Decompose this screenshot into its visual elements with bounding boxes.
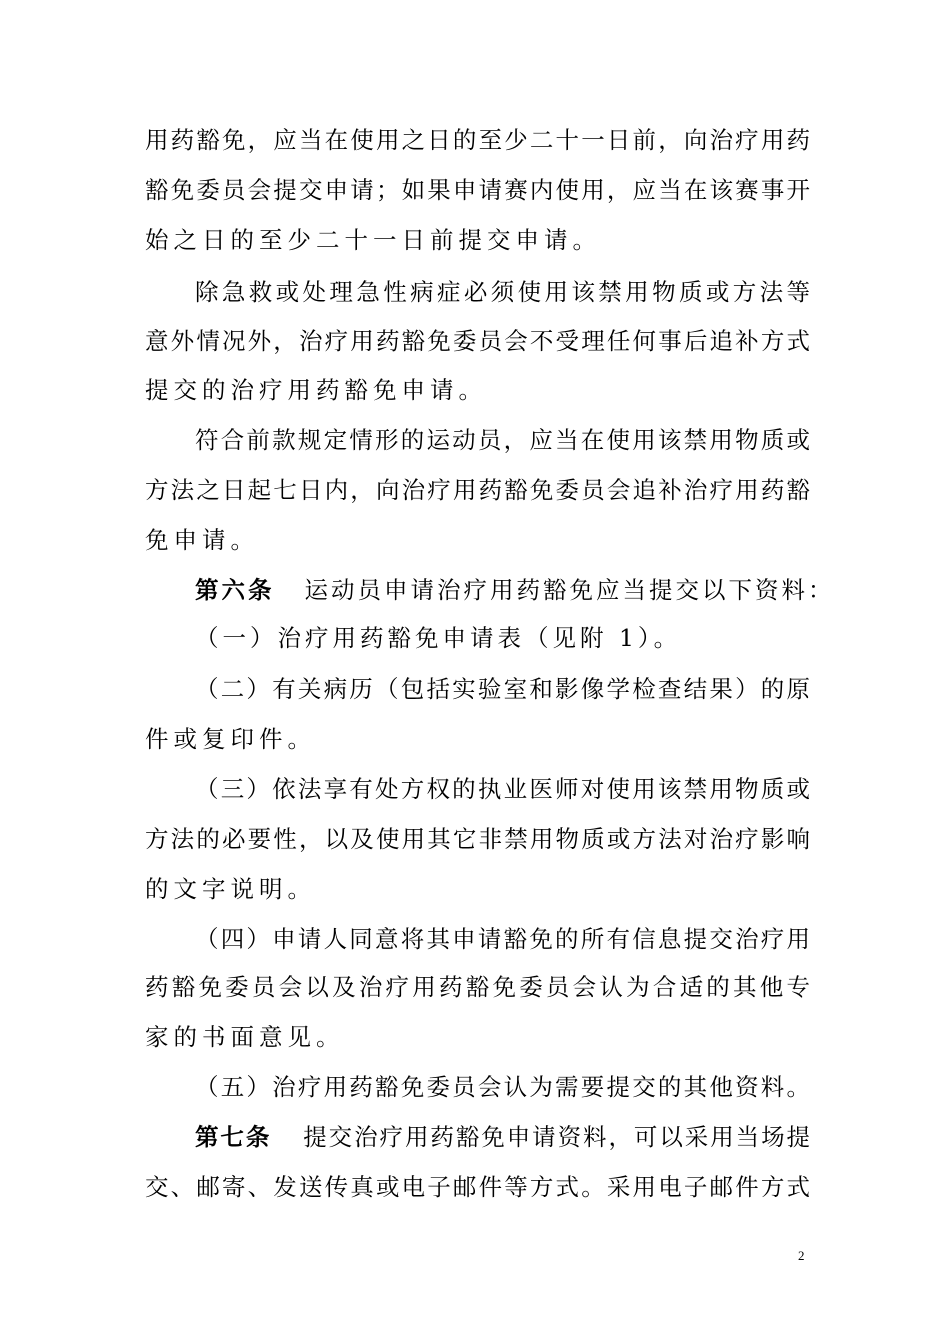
article-6-label: 第六条 [195,576,275,604]
body-text-line: 件或复印件。 [145,725,316,753]
body-text-line: 方法之日起七日内，向治疗用药豁免委员会追补治疗用药豁 [145,476,810,504]
body-text-line: 意外情况外，治疗用药豁免委员会不受理任何事后追补方式 [145,327,810,355]
article-6-text: 运动员申请治疗用药豁免应当提交以下资料： [304,576,835,604]
article-7-line [195,1122,810,1152]
body-text-line: 交、邮寄、发送传真或电子邮件等方式。采用电子邮件方式 [145,1173,810,1201]
list-item-4: （四）申请人同意将其申请豁免的所有信息提交治疗用 [195,925,810,953]
body-text-line: 用药豁免，应当在使用之日的至少二十一日前，向治疗用药 [145,126,810,154]
page-number: 2 [798,1248,805,1263]
body-text-line: 提交的治疗用药豁免申请。 [145,376,487,404]
body-text-line: 免申请。 [145,526,259,554]
body-text-line: 符合前款规定情形的运动员，应当在使用该禁用物质或 [195,426,810,454]
body-text-line: 方法的必要性，以及使用其它非禁用物质或方法对治疗影响 [145,825,810,853]
body-text-line: 家的书面意见。 [145,1023,345,1051]
body-text-line: 的文字说明。 [145,875,316,903]
article-7-text: 提交治疗用药豁免申请资料，可以采用当场提 [301,1123,811,1151]
list-item-5: （五）治疗用药豁免委员会认为需要提交的其他资料。 [195,1073,810,1101]
article-7-label: 第七条 [195,1123,272,1151]
list-item-2: （二）有关病历（包括实验室和影像学检查结果）的原 [195,675,810,703]
body-text-line: 药豁免委员会以及治疗用药豁免委员会认为合适的其他专 [145,973,810,1001]
article-6-line [195,575,835,605]
body-text-line: 始之日的至少二十一日前提交申请。 [145,226,601,254]
body-text-line: 豁免委员会提交申请；如果申请赛内使用，应当在该赛事开 [145,176,810,204]
list-item-1: （一）治疗用药豁免申请表（见附 1）。 [195,624,682,652]
body-text-line: 除急救或处理急性病症必须使用该禁用物质或方法等 [195,278,810,306]
list-item-3: （三）依法享有处方权的执业医师对使用该禁用物质或 [195,775,810,803]
